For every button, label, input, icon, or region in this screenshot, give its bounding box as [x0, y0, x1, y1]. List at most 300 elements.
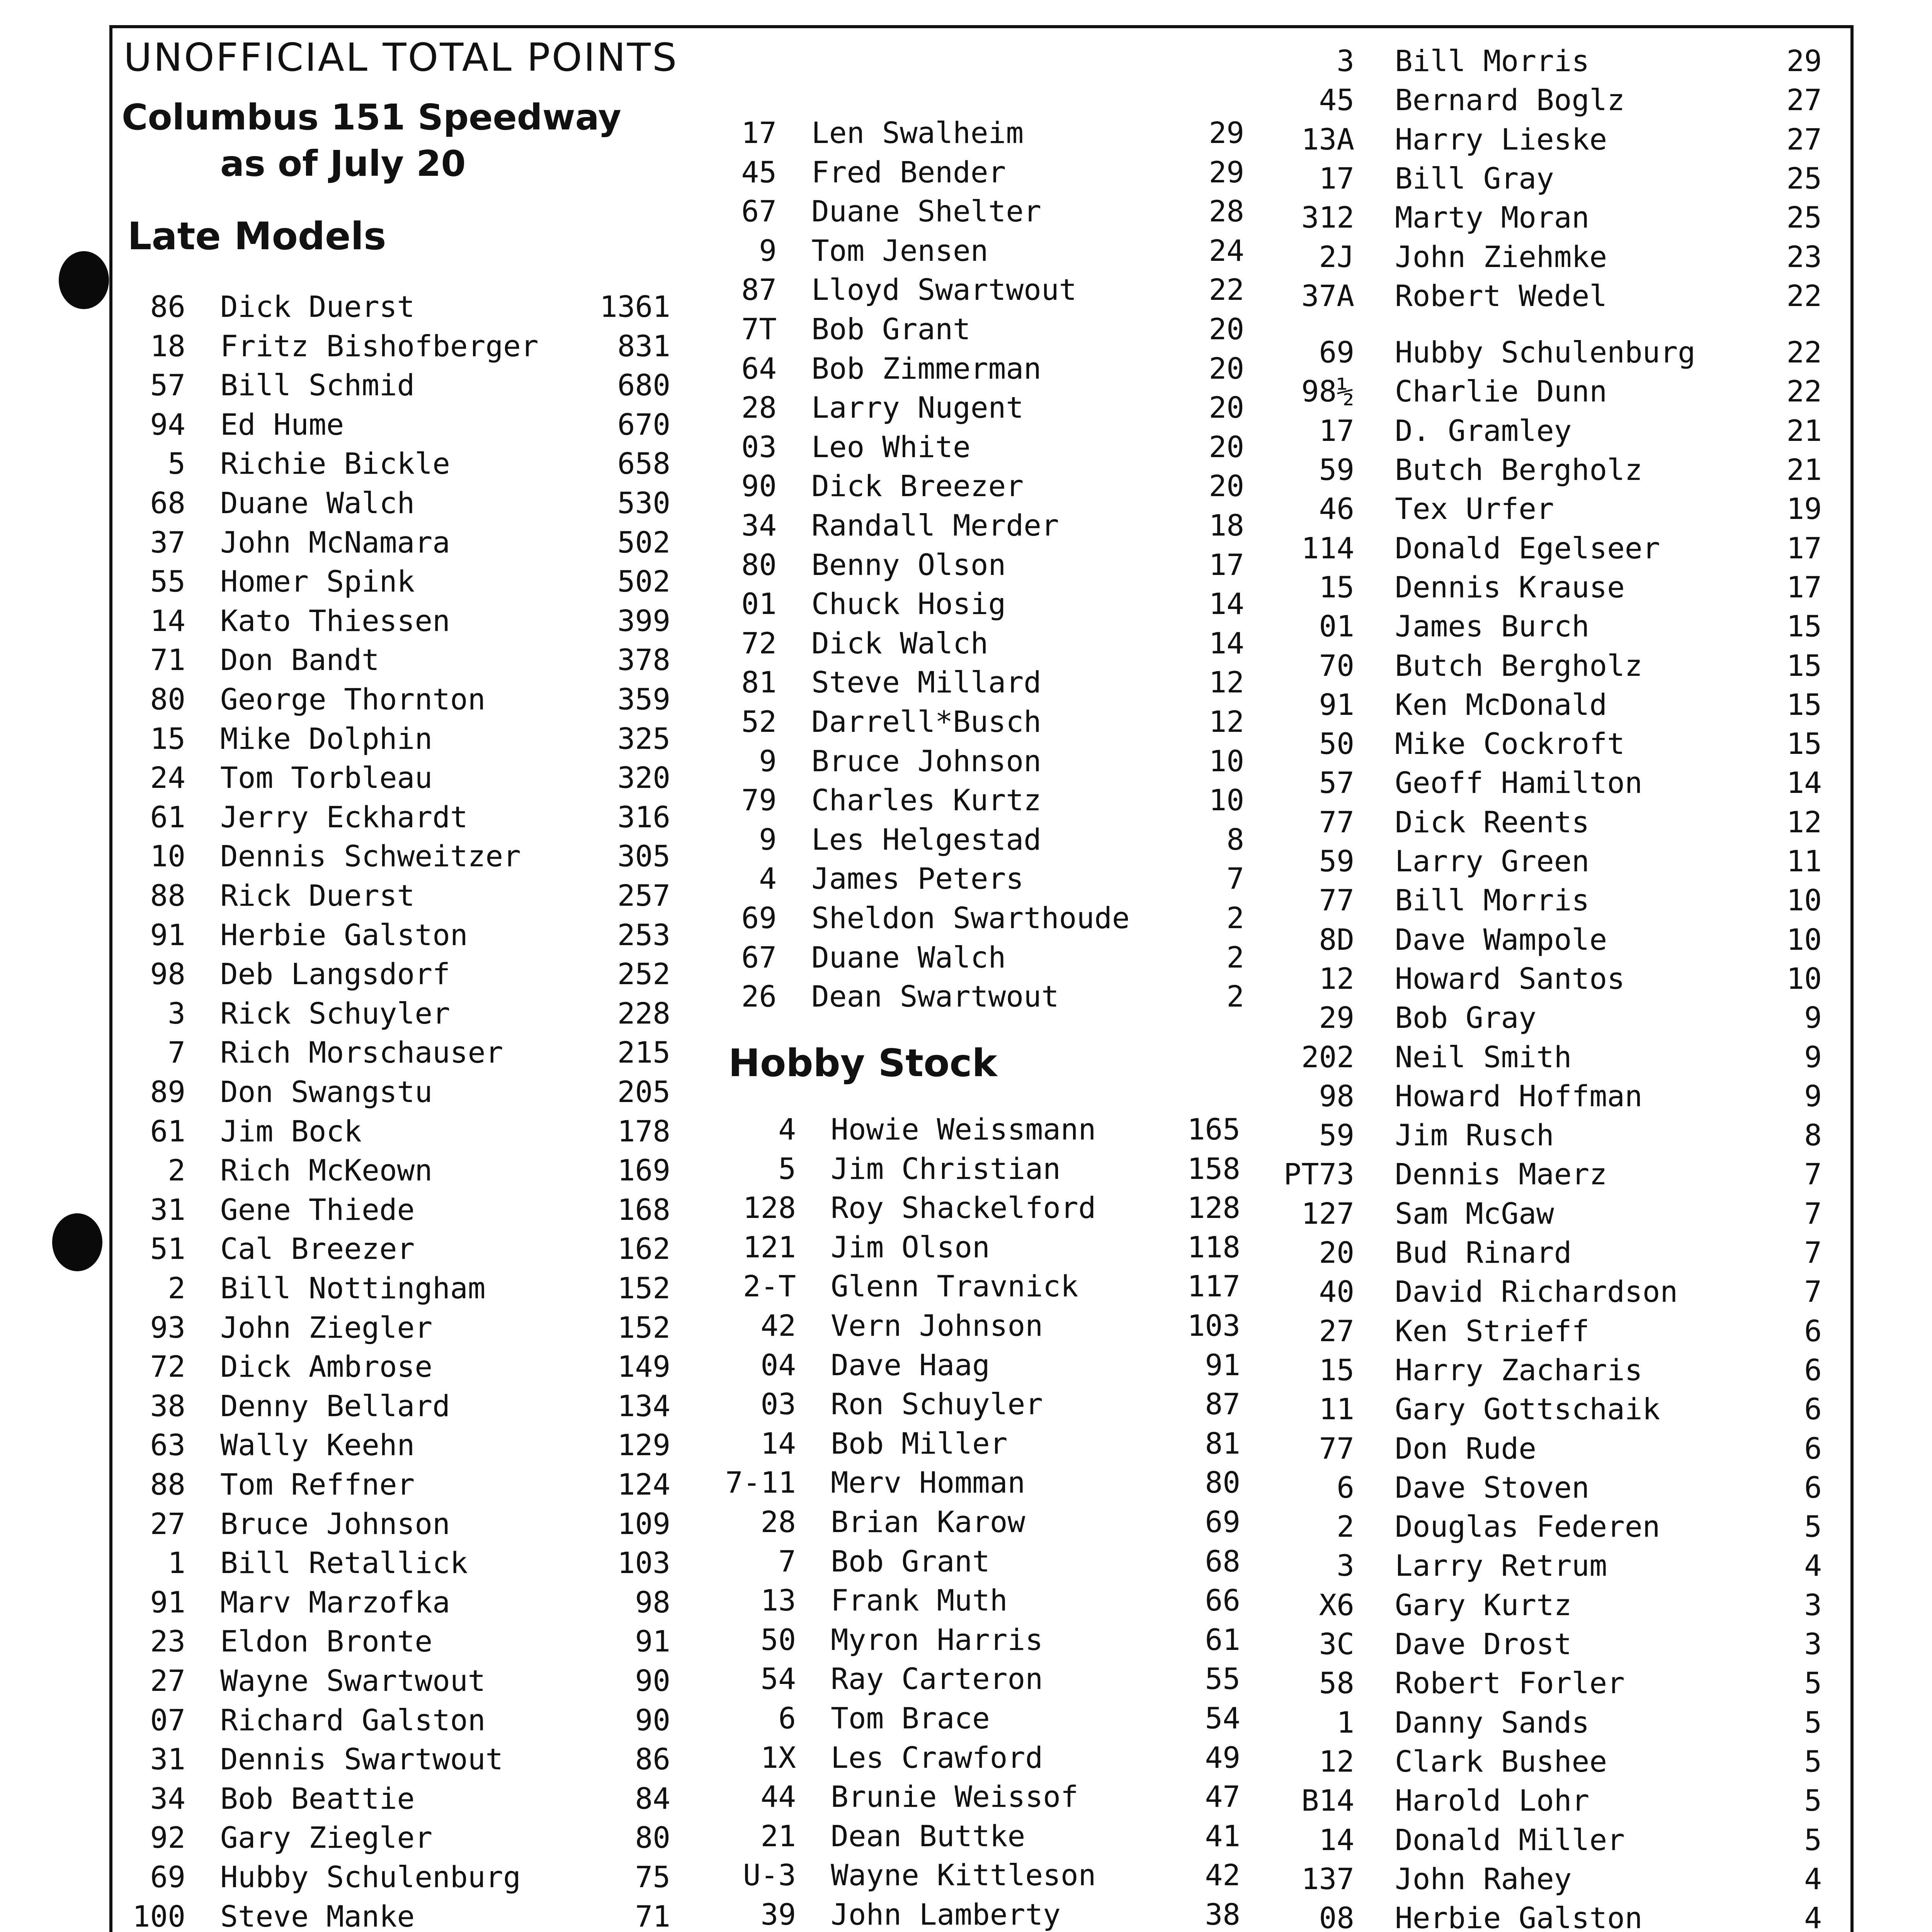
car-number: 6 — [778, 1701, 796, 1735]
driver-name: Dick Ambrose — [220, 1349, 433, 1384]
driver-name: Randall Merder — [811, 508, 1059, 543]
driver-name: Dennis Swartwout — [220, 1742, 503, 1777]
points-value: 9 — [1804, 1078, 1822, 1113]
car-number: 2J — [1319, 239, 1354, 274]
points-value: 7 — [1804, 1235, 1822, 1270]
points-value: 27 — [1786, 122, 1822, 156]
car-number: 11 — [1319, 1392, 1354, 1427]
driver-name: John McNamara — [220, 525, 450, 560]
points-value: 530 — [617, 486, 670, 520]
car-number: X6 — [1319, 1587, 1354, 1622]
car-number: 15 — [1319, 570, 1354, 604]
car-number: 70 — [1319, 648, 1354, 683]
driver-name: Denny Bellard — [220, 1388, 450, 1423]
car-number: 58 — [1319, 1666, 1354, 1701]
driver-name: Vern Johnson — [831, 1308, 1043, 1343]
car-number: 46 — [1319, 492, 1354, 526]
points-value: 8 — [1804, 1118, 1822, 1153]
points-value: 5 — [1804, 1822, 1822, 1857]
points-value: 124 — [617, 1467, 670, 1502]
points-value: 9 — [1804, 1000, 1822, 1035]
car-number: 5 — [778, 1151, 796, 1186]
car-number: 100 — [132, 1899, 185, 1932]
points-value: 90 — [635, 1702, 670, 1737]
car-number: 77 — [1319, 804, 1354, 839]
driver-row — [0, 491, 1932, 527]
driver-name: Bill Retallick — [220, 1546, 468, 1580]
driver-name: Steve Manke — [220, 1899, 415, 1932]
driver-name: Marv Marzofka — [220, 1585, 450, 1619]
points-value: 5 — [1804, 1705, 1822, 1740]
driver-name: Jim Bock — [220, 1114, 362, 1148]
points-value: 25 — [1786, 161, 1822, 196]
driver-row — [0, 374, 1932, 409]
points-value: 17 — [1786, 531, 1822, 565]
driver-name: Darrell*Busch — [811, 704, 1041, 739]
driver-name: Brunie Weissof — [831, 1779, 1078, 1814]
points-value: 15 — [1786, 687, 1822, 722]
points-value: 12 — [1209, 665, 1244, 700]
driver-name: Bernard Boglz — [1395, 83, 1625, 117]
driver-name: Harry Zacharis — [1395, 1352, 1643, 1387]
points-value: 2 — [1226, 901, 1244, 935]
car-number: 18 — [150, 328, 185, 363]
driver-name: Hubby Schulenburg — [1395, 335, 1696, 370]
car-number: 72 — [150, 1349, 185, 1384]
driver-row — [0, 531, 1932, 566]
car-number: 14 — [760, 1426, 796, 1461]
driver-name: George Thornton — [220, 682, 486, 716]
driver-name: Homer Spink — [220, 564, 415, 599]
car-number: 01 — [1319, 609, 1354, 644]
car-number: 29 — [1319, 1000, 1354, 1035]
car-number: 03 — [741, 429, 777, 464]
driver-name: John Rahey — [1395, 1861, 1572, 1896]
car-number: 3 — [168, 996, 185, 1031]
driver-name: Lloyd Swartwout — [811, 272, 1077, 307]
driver-name: Tom Brace — [831, 1701, 990, 1735]
driver-name: Leo White — [811, 429, 971, 464]
driver-row — [0, 1861, 1932, 1897]
car-number: 27 — [1319, 1313, 1354, 1348]
driver-row — [0, 844, 1932, 879]
driver-name: Ken McDonald — [1395, 687, 1607, 722]
points-value: 253 — [617, 917, 670, 952]
points-value: 20 — [1209, 390, 1244, 425]
driver-name: Dave Wampole — [1395, 922, 1607, 957]
points-value: 831 — [617, 328, 670, 363]
car-number: 61 — [150, 799, 185, 834]
car-number: 6 — [1337, 1470, 1354, 1505]
driver-name: Les Crawford — [831, 1740, 1043, 1775]
driver-name: Tom Reffner — [220, 1467, 415, 1502]
car-number: 59 — [1319, 452, 1354, 487]
points-value: 22 — [1786, 374, 1822, 409]
car-number: 57 — [150, 368, 185, 403]
driver-name: Eldon Bronte — [220, 1624, 433, 1659]
points-value: 42 — [1205, 1858, 1240, 1893]
driver-name: John Ziegler — [220, 1310, 433, 1345]
points-value: 205 — [617, 1075, 670, 1109]
car-number: 45 — [1319, 83, 1354, 117]
driver-row — [0, 609, 1932, 644]
car-number: 1 — [168, 1546, 185, 1580]
car-number: 14 — [1319, 1822, 1354, 1857]
car-number: 91 — [1319, 687, 1354, 722]
points-value: 7 — [1804, 1196, 1822, 1231]
points-value: 7 — [1804, 1274, 1822, 1309]
points-value: 10 — [1786, 883, 1822, 918]
car-number: 50 — [1319, 726, 1354, 761]
driver-row — [0, 1587, 1932, 1623]
points-value: 15 — [1786, 648, 1822, 683]
car-number: 5 — [168, 446, 185, 481]
driver-row — [0, 1470, 1932, 1505]
points-value: 320 — [617, 760, 670, 795]
driver-name: Roy Shackelford — [831, 1190, 1096, 1225]
driver-name: Richard Galston — [220, 1702, 486, 1737]
points-value: 90 — [635, 1663, 670, 1698]
points-value: 1361 — [599, 289, 670, 324]
points-value: 4 — [1804, 1901, 1822, 1932]
car-number: 7T — [741, 312, 777, 346]
hobby-stock-heading: Hobby Stock — [728, 1041, 997, 1085]
points-value: 14 — [1786, 765, 1822, 800]
points-value: 118 — [1187, 1230, 1240, 1264]
driver-name: Dean Buttke — [831, 1818, 1026, 1853]
points-value: 5 — [1804, 1744, 1822, 1779]
driver-name: Gary Kurtz — [1395, 1587, 1572, 1622]
points-value: 5 — [1804, 1783, 1822, 1818]
driver-name: Bruce Johnson — [220, 1506, 450, 1541]
driver-name: John Ziehmke — [1395, 239, 1607, 274]
driver-name: Bob Beattie — [220, 1781, 415, 1816]
driver-name: Dennis Maerz — [1395, 1157, 1607, 1192]
driver-row — [0, 961, 1932, 997]
driver-name: Bill Nottingham — [220, 1271, 486, 1305]
as-of-date: as of July 20 — [220, 143, 466, 184]
car-number: PT73 — [1283, 1157, 1354, 1192]
car-number: 37 — [150, 525, 185, 560]
driver-name: Douglas Federen — [1395, 1509, 1660, 1544]
car-number: 28 — [760, 1505, 796, 1539]
points-value: 14 — [1209, 626, 1244, 660]
driver-name: Chuck Hosig — [811, 587, 1006, 621]
driver-row — [0, 413, 1932, 449]
car-number: 52 — [741, 704, 777, 739]
car-number: 71 — [150, 643, 185, 677]
car-number: 61 — [150, 1114, 185, 1148]
driver-row — [0, 1431, 1932, 1466]
car-number: 89 — [150, 1075, 185, 1109]
car-number: 98 — [1319, 1078, 1354, 1113]
car-number: 3C — [1319, 1627, 1354, 1661]
driver-row — [0, 1078, 1932, 1114]
driver-row — [0, 1235, 1932, 1270]
driver-name: Don Rude — [1395, 1431, 1537, 1466]
points-value: 2 — [1226, 979, 1244, 1014]
points-value: 23 — [1786, 239, 1822, 274]
car-number: 63 — [150, 1428, 185, 1463]
points-value: 158 — [1187, 1151, 1240, 1186]
points-value: 4 — [1804, 1861, 1822, 1896]
car-number: 77 — [1319, 1431, 1354, 1466]
points-value: 502 — [617, 525, 670, 560]
points-value: 117 — [1187, 1269, 1240, 1304]
car-number: 8D — [1319, 922, 1354, 957]
car-number: 31 — [150, 1742, 185, 1777]
driver-name: Howard Santos — [1395, 961, 1625, 996]
points-value: 165 — [1187, 1112, 1240, 1146]
points-value: 20 — [1209, 469, 1244, 503]
points-value: 61 — [1205, 1622, 1240, 1657]
driver-row — [0, 239, 1932, 275]
points-value: 359 — [617, 682, 670, 716]
car-number: 87 — [741, 272, 777, 307]
points-value: 109 — [617, 1506, 670, 1541]
points-value: 3 — [1804, 1587, 1822, 1622]
points-value: 12 — [1209, 704, 1244, 739]
driver-name: Jim Christian — [831, 1151, 1061, 1186]
document-title: UNOFFICIAL TOTAL POINTS — [124, 35, 679, 80]
car-number: 64 — [741, 351, 777, 386]
car-number: 68 — [150, 486, 185, 520]
driver-row — [0, 1705, 1932, 1740]
driver-row — [0, 278, 1932, 314]
car-number: 7 — [168, 1035, 185, 1070]
points-value: 6 — [1804, 1313, 1822, 1348]
driver-name: Wayne Kittleson — [831, 1858, 1096, 1893]
car-number: 55 — [150, 564, 185, 599]
driver-row — [0, 687, 1932, 723]
points-value: 91 — [635, 1624, 670, 1659]
car-number: 42 — [760, 1308, 796, 1343]
driver-row — [0, 883, 1932, 918]
car-number: 07 — [150, 1702, 185, 1737]
points-value: 28 — [1209, 194, 1244, 229]
driver-name: Larry Nugent — [811, 390, 1024, 425]
points-value: 6 — [1804, 1392, 1822, 1427]
driver-name: Rick Duerst — [220, 878, 415, 913]
car-number: 20 — [1319, 1235, 1354, 1270]
points-value: 66 — [1205, 1583, 1240, 1618]
points-value: 19 — [1786, 492, 1822, 526]
points-value: 325 — [617, 721, 670, 756]
driver-name: Neil Smith — [1395, 1039, 1572, 1074]
driver-name: Wayne Swartwout — [220, 1663, 486, 1698]
driver-row — [0, 1000, 1932, 1036]
driver-name: Jim Rusch — [1395, 1118, 1554, 1153]
car-number: 50 — [760, 1622, 796, 1657]
points-value: 54 — [1205, 1701, 1240, 1735]
driver-name: Howie Weissmann — [831, 1112, 1096, 1146]
points-value: 22 — [1209, 272, 1244, 307]
car-number: 31 — [150, 1192, 185, 1227]
points-value: 22 — [1786, 278, 1822, 313]
driver-row — [0, 1783, 1932, 1818]
points-value: 49 — [1205, 1740, 1240, 1775]
driver-name: Dick Walch — [811, 626, 988, 660]
car-number: 86 — [150, 289, 185, 324]
driver-name: Cal Breezer — [220, 1231, 415, 1266]
points-value: 103 — [1187, 1308, 1240, 1343]
car-number: B14 — [1301, 1783, 1354, 1818]
car-number: 88 — [150, 878, 185, 913]
car-number: 15 — [150, 721, 185, 756]
car-number: 67 — [741, 194, 777, 229]
car-number: 59 — [1319, 1118, 1354, 1153]
points-value: 84 — [635, 1781, 670, 1816]
car-number: 17 — [1319, 161, 1354, 196]
car-number: 67 — [741, 940, 777, 975]
car-number: 9 — [759, 743, 777, 778]
car-number: 24 — [150, 760, 185, 795]
points-value: 75 — [635, 1860, 670, 1894]
points-value: 87 — [1205, 1387, 1240, 1422]
driver-name: Herbie Galston — [220, 917, 468, 952]
driver-name: James Peters — [811, 861, 1024, 896]
driver-name: Ron Schuyler — [831, 1387, 1043, 1422]
driver-name: Bruce Johnson — [811, 743, 1041, 778]
car-number: 13 — [760, 1583, 796, 1618]
car-number: 38 — [150, 1388, 185, 1423]
driver-name: Wally Keehn — [220, 1428, 415, 1463]
points-value: 14 — [1209, 587, 1244, 621]
points-value: 10 — [1786, 961, 1822, 996]
driver-row — [0, 1822, 1932, 1858]
points-value: 22 — [1786, 335, 1822, 370]
car-number: 21 — [760, 1818, 796, 1853]
car-number: 12 — [1319, 1744, 1354, 1779]
driver-name: Harry Lieske — [1395, 122, 1607, 156]
driver-name: Marty Moran — [1395, 200, 1590, 235]
driver-name: Butch Bergholz — [1395, 648, 1643, 683]
points-value: 15 — [1786, 609, 1822, 644]
car-number: 202 — [1301, 1039, 1354, 1074]
driver-name: Bob Miller — [831, 1426, 1008, 1461]
car-number: 44 — [760, 1779, 796, 1814]
points-value: 162 — [617, 1231, 670, 1266]
driver-name: Bob Zimmerman — [811, 351, 1041, 386]
car-number: 121 — [743, 1230, 796, 1264]
driver-name: Harold Lohr — [1395, 1783, 1590, 1818]
car-number: 2-T — [743, 1269, 796, 1304]
driver-name: Donald Egelseer — [1395, 531, 1660, 565]
car-number: 9 — [759, 233, 777, 268]
driver-row — [0, 335, 1932, 370]
points-value: 680 — [617, 368, 670, 403]
car-number: 15 — [1319, 1352, 1354, 1387]
driver-name: Tex Urfer — [1395, 492, 1554, 526]
car-number: 80 — [741, 547, 777, 582]
points-value: 134 — [617, 1388, 670, 1423]
driver-row — [0, 1744, 1932, 1779]
car-number: 137 — [1301, 1861, 1354, 1896]
points-value: 658 — [617, 446, 670, 481]
driver-name: Duane Walch — [811, 940, 1006, 975]
car-number: 92 — [150, 1820, 185, 1855]
points-value: 257 — [617, 878, 670, 913]
driver-row — [0, 1313, 1932, 1349]
points-value: 15 — [1786, 726, 1822, 761]
points-value: 25 — [1786, 200, 1822, 235]
driver-row — [0, 1391, 1932, 1427]
driver-name: D. Gramley — [1395, 413, 1572, 448]
points-value: 47 — [1205, 1779, 1240, 1814]
car-number: 312 — [1301, 200, 1354, 235]
car-number: 37A — [1301, 278, 1354, 313]
driver-row — [0, 1039, 1932, 1075]
car-number: 94 — [150, 407, 185, 442]
points-value: 7 — [1804, 1157, 1822, 1192]
driver-name: Ed Hume — [220, 407, 344, 442]
points-value: 152 — [617, 1271, 670, 1305]
points-value: 5 — [1804, 1509, 1822, 1544]
driver-name: Charlie Dunn — [1395, 374, 1607, 409]
driver-row — [0, 1352, 1932, 1388]
driver-name: Myron Harris — [831, 1622, 1043, 1657]
car-number: 27 — [150, 1506, 185, 1541]
points-value: 6 — [1804, 1431, 1822, 1466]
points-value: 399 — [617, 603, 670, 638]
car-number: 08 — [1319, 1901, 1354, 1932]
driver-row — [0, 122, 1932, 157]
driver-name: Herbie Galston — [1395, 1901, 1643, 1932]
points-value: 17 — [1786, 570, 1822, 604]
car-number: 23 — [150, 1624, 185, 1659]
car-number: 13A — [1301, 122, 1354, 156]
driver-name: Jim Olson — [831, 1230, 990, 1264]
driver-name: Sam McGaw — [1395, 1196, 1554, 1231]
points-value: 502 — [617, 564, 670, 599]
speedway-name: Columbus 151 Speedway — [122, 97, 621, 138]
points-value: 7 — [1226, 861, 1244, 896]
points-value: 41 — [1205, 1818, 1240, 1853]
car-number: 4 — [759, 861, 777, 896]
points-value: 69 — [1205, 1505, 1240, 1539]
car-number: 40 — [1319, 1274, 1354, 1309]
points-value: 168 — [617, 1192, 670, 1227]
points-value: 169 — [617, 1153, 670, 1188]
points-value: 29 — [1209, 116, 1244, 150]
car-number: 10 — [150, 839, 185, 874]
driver-name: Charles Kurtz — [811, 783, 1041, 818]
driver-name: Clark Bushee — [1395, 1744, 1607, 1779]
car-number: 1X — [760, 1740, 796, 1775]
driver-name: Bill Morris — [1395, 883, 1590, 918]
car-number: 39 — [760, 1897, 796, 1932]
driver-name: Dick Breezer — [811, 469, 1024, 503]
driver-name: Geoff Hamilton — [1395, 765, 1643, 800]
points-value: 98 — [635, 1585, 670, 1619]
driver-name: Frank Muth — [831, 1583, 1008, 1618]
car-number: 90 — [741, 469, 777, 503]
car-number: 93 — [150, 1310, 185, 1345]
car-number: 79 — [741, 783, 777, 818]
points-value: 91 — [1205, 1347, 1240, 1382]
points-value: 18 — [1209, 508, 1244, 543]
car-number: 98½ — [1301, 374, 1354, 409]
points-value: 129 — [617, 1428, 670, 1463]
driver-row — [0, 726, 1932, 762]
car-number: 77 — [1319, 883, 1354, 918]
points-value: 80 — [635, 1820, 670, 1855]
driver-name: Rich McKeown — [220, 1153, 433, 1188]
points-value: 24 — [1209, 233, 1244, 268]
driver-name: Les Helgestad — [811, 822, 1041, 857]
car-number: 45 — [741, 155, 777, 189]
driver-row — [0, 200, 1932, 235]
